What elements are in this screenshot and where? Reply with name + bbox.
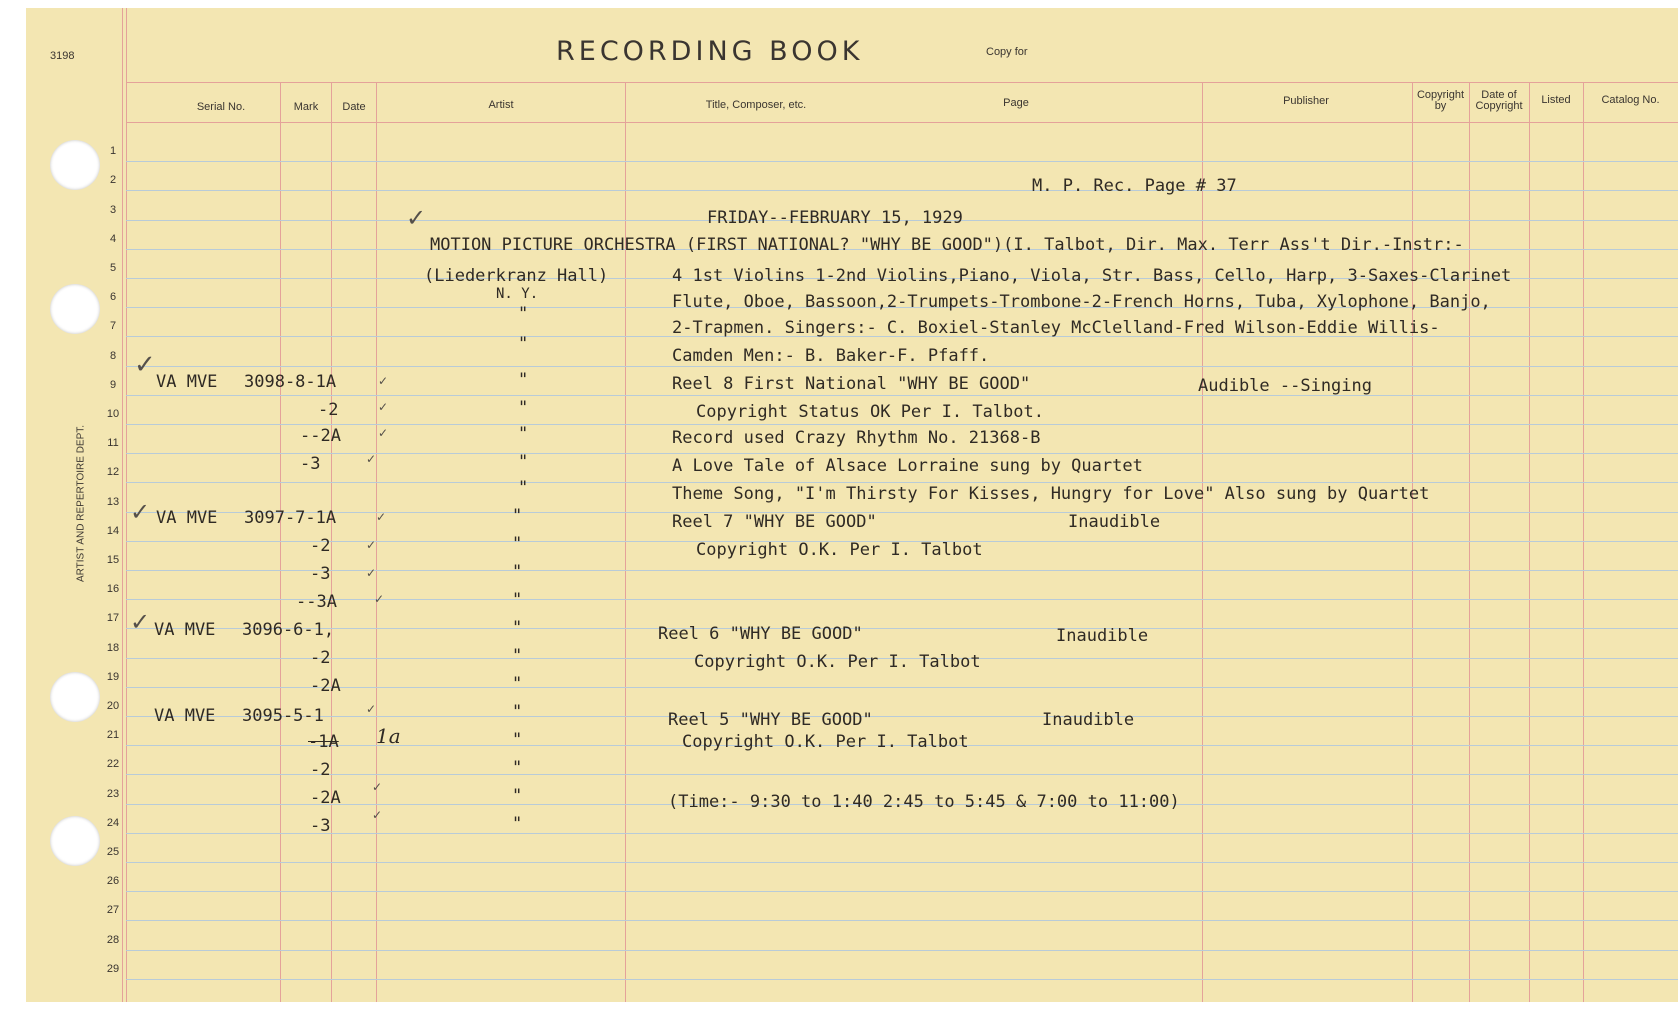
copyright-5: Copyright O.K. Per I. Talbot	[682, 732, 969, 752]
ditto-mark: "	[518, 370, 529, 390]
ditto-mark: "	[512, 674, 523, 694]
love-tale-line: A Love Tale of Alsace Lorraine sung by Quartet	[672, 456, 1143, 476]
ruled-line	[126, 190, 1678, 191]
ditto-mark: "	[518, 452, 529, 472]
line-number: 25	[106, 846, 120, 858]
ditto-mark: "	[512, 618, 523, 638]
checkmark-icon: ✓	[366, 452, 377, 466]
mark-2a: --2A	[300, 426, 341, 446]
copy-for-label: Copy for	[986, 46, 1028, 58]
ditto-mark: "	[512, 702, 523, 722]
reel-5-title: Reel 5 "WHY BE GOOD"	[668, 710, 873, 730]
checkmark-icon: ✓	[372, 780, 383, 794]
line-number: 4	[109, 233, 117, 245]
ruled-line	[126, 687, 1678, 688]
instrumentation-4: Camden Men:- B. Baker-F. Pfaff.	[672, 346, 990, 366]
copyright-7: Copyright O.K. Per I. Talbot	[696, 540, 983, 560]
mark-2: -2	[310, 648, 331, 668]
ruled-line	[126, 570, 1678, 571]
checkmark-icon: ✓	[366, 702, 377, 716]
header-rule-bottom	[126, 122, 1678, 123]
checkmark-icon: ✓	[376, 510, 387, 524]
ruled-line	[126, 920, 1678, 921]
serial-3097: 3097-7-1A	[244, 508, 337, 528]
reel-6-title: Reel 6 "WHY BE GOOD"	[658, 624, 863, 644]
ditto-mark: "	[512, 758, 523, 778]
col-header-title: Title, Composer, etc.	[705, 99, 807, 111]
page-reference: M. P. Rec. Page # 37	[1032, 176, 1237, 196]
serial-prefix: VA MVE	[154, 706, 216, 726]
serial-prefix: VA MVE	[156, 372, 218, 392]
line-number: 2	[109, 174, 117, 186]
punch-hole	[50, 284, 100, 334]
col-header-publisher: Publisher	[1283, 95, 1329, 107]
mark-2: -2	[318, 400, 339, 420]
checkmark-icon: ✓	[378, 426, 389, 440]
punch-hole	[50, 672, 100, 722]
ruled-line	[126, 366, 1678, 367]
reel-7-status: Inaudible	[1068, 512, 1161, 532]
mark-3a: --3A	[296, 592, 337, 612]
checkmark-icon: ✓	[130, 608, 151, 636]
serial-3095: 3095-5-1	[242, 706, 324, 726]
ruled-line	[126, 512, 1678, 513]
line-number: 3	[109, 204, 117, 216]
instrumentation-2: Flute, Oboe, Bassoon,2-Trumpets-Trombone-2-French Horns, Tuba, Xylophone, Banjo,	[672, 292, 1491, 312]
line-number: 6	[109, 291, 117, 303]
line-number: 8	[109, 350, 117, 362]
reel-6-status: Inaudible	[1056, 626, 1149, 646]
mark-2: -2	[310, 536, 331, 556]
ruled-line	[126, 950, 1678, 951]
mark-2: -2	[310, 760, 331, 780]
mark-3: -3	[310, 816, 331, 836]
ruled-line	[126, 979, 1678, 980]
checkmark-icon: ✓	[372, 808, 383, 822]
ruled-line	[126, 599, 1678, 600]
col-header-listed: Listed	[1541, 94, 1571, 106]
mark-3: -3	[310, 564, 331, 584]
session-date: FRIDAY--FEBRUARY 15, 1929	[707, 208, 963, 228]
ditto-mark: "	[512, 786, 523, 806]
col-header-artist: Artist	[488, 99, 514, 111]
reel-8-title: Reel 8 First National "WHY BE GOOD"	[672, 374, 1031, 394]
line-number: 1	[109, 145, 117, 157]
instrumentation-1: 4 1st Violins 1-2nd Violins,Piano, Viola, Str. Bass, Cello, Harp, 3-Saxes-Clarinet	[672, 266, 1512, 286]
col-header-date: Date	[342, 101, 366, 113]
checkmark-icon: ✓	[378, 374, 389, 388]
recording-book-page	[26, 8, 1678, 1002]
line-number: 20	[106, 700, 120, 712]
line-number: 15	[106, 554, 120, 566]
line-number: 13	[106, 496, 120, 508]
line-number: 5	[109, 262, 117, 274]
col-header-mark: Mark	[293, 101, 319, 113]
page-code: 3198	[50, 50, 75, 62]
ditto-mark: "	[512, 562, 523, 582]
ruled-line	[126, 395, 1678, 396]
line-number: 27	[106, 904, 120, 916]
reel-8-status: Audible --Singing	[1198, 376, 1372, 396]
ruled-line	[126, 424, 1678, 425]
ditto-mark: "	[512, 534, 523, 554]
ruled-line	[126, 774, 1678, 775]
serial-prefix: VA MVE	[156, 508, 218, 528]
copyright-6: Copyright O.K. Per I. Talbot	[694, 652, 981, 672]
record-used: Record used Crazy Rhythm No. 21368-B	[672, 428, 1041, 448]
punch-hole	[50, 816, 100, 866]
mark-2a: -2A	[310, 788, 341, 808]
line-number: 26	[106, 875, 120, 887]
page-title: RECORDING BOOK	[556, 36, 864, 67]
ditto-mark: "	[512, 506, 523, 526]
line-number: 17	[106, 612, 120, 624]
col-header-copyright-by: Copyright by	[1416, 89, 1465, 112]
copyright-status-8: Copyright Status OK Per I. Talbot.	[696, 402, 1044, 422]
orchestra-line: MOTION PICTURE ORCHESTRA (FIRST NATIONAL? "WHY BE GOOD")(I. Talbot, Dir. Max. Terr Ass't Dir.-Instr:-	[430, 235, 1464, 255]
ruled-line	[126, 833, 1678, 834]
location: (Liederkranz Hall)	[424, 266, 609, 286]
line-number: 29	[106, 963, 120, 975]
checkmark-icon: ✓	[130, 498, 151, 526]
line-number: 10	[106, 408, 120, 420]
ruled-line	[126, 161, 1678, 162]
checkmark-icon: ✓	[378, 400, 389, 414]
line-number: 14	[106, 525, 120, 537]
ruled-line	[126, 453, 1678, 454]
theme-song-line: Theme Song, "I'm Thirsty For Kisses, Hungry for Love" Also sung by Quartet	[672, 484, 1430, 504]
mark-2a: -2A	[310, 676, 341, 696]
handwritten-1a: 1a	[376, 724, 401, 748]
checkmark-icon: ✓	[406, 204, 427, 232]
col-header-date-of-copyright: Date of Copyright	[1475, 89, 1523, 112]
line-number: 12	[106, 466, 120, 478]
session-time: (Time:- 9:30 to 1:40 2:45 to 5:45 & 7:00 to 11:00)	[668, 792, 1180, 812]
city: N. Y.	[496, 286, 539, 302]
instrumentation-3: 2-Trapmen. Singers:- C. Boxiel-Stanley McClelland-Fred Wilson-Eddie Willis-	[672, 318, 1440, 338]
ruled-line	[126, 862, 1678, 863]
serial-prefix: VA MVE	[154, 620, 216, 640]
checkmark-icon: ✓	[366, 538, 377, 552]
department-side-label: ARTIST AND REPERTOIRE DEPT.	[75, 424, 87, 583]
serial-3096: 3096-6-1,	[242, 620, 335, 640]
ruled-line	[126, 891, 1678, 892]
ruled-line	[126, 482, 1678, 483]
ditto-mark: "	[518, 478, 529, 498]
ditto-mark: "	[518, 334, 529, 354]
col-header-catalog: Catalog No.	[1601, 94, 1660, 106]
ditto-mark: "	[512, 730, 523, 750]
mark-3: -3	[300, 454, 321, 474]
checkmark-icon: ✓	[366, 566, 377, 580]
line-number: 23	[106, 788, 120, 800]
col-header-serial: Serial No.	[196, 101, 246, 113]
line-number: 24	[106, 817, 120, 829]
line-number: 18	[106, 642, 120, 654]
line-number: 16	[106, 583, 120, 595]
checkmark-icon: ✓	[134, 350, 156, 380]
ruled-line	[126, 716, 1678, 717]
serial-3098: 3098-8-1A	[244, 372, 337, 392]
reel-5-status: Inaudible	[1042, 710, 1135, 730]
mark-1a-struck: -1A	[308, 732, 339, 752]
line-number: 19	[106, 671, 120, 683]
line-number: 7	[109, 320, 117, 332]
header-rule-top	[126, 82, 1678, 83]
line-number: 9	[109, 379, 117, 391]
ditto-mark: "	[512, 646, 523, 666]
line-number: 11	[107, 437, 119, 449]
ruled-line	[126, 628, 1678, 629]
ditto-mark: "	[512, 814, 523, 834]
ditto-mark: "	[518, 304, 529, 324]
line-number: 28	[106, 934, 120, 946]
col-header-page: Page	[1003, 97, 1029, 109]
line-number: 21	[106, 729, 120, 741]
reel-7-title: Reel 7 "WHY BE GOOD"	[672, 512, 877, 532]
ditto-mark: "	[512, 590, 523, 610]
punch-hole	[50, 140, 100, 190]
ditto-mark: "	[518, 424, 529, 444]
ditto-mark: "	[518, 398, 529, 418]
line-number: 22	[106, 758, 120, 770]
checkmark-icon: ✓	[374, 592, 385, 606]
